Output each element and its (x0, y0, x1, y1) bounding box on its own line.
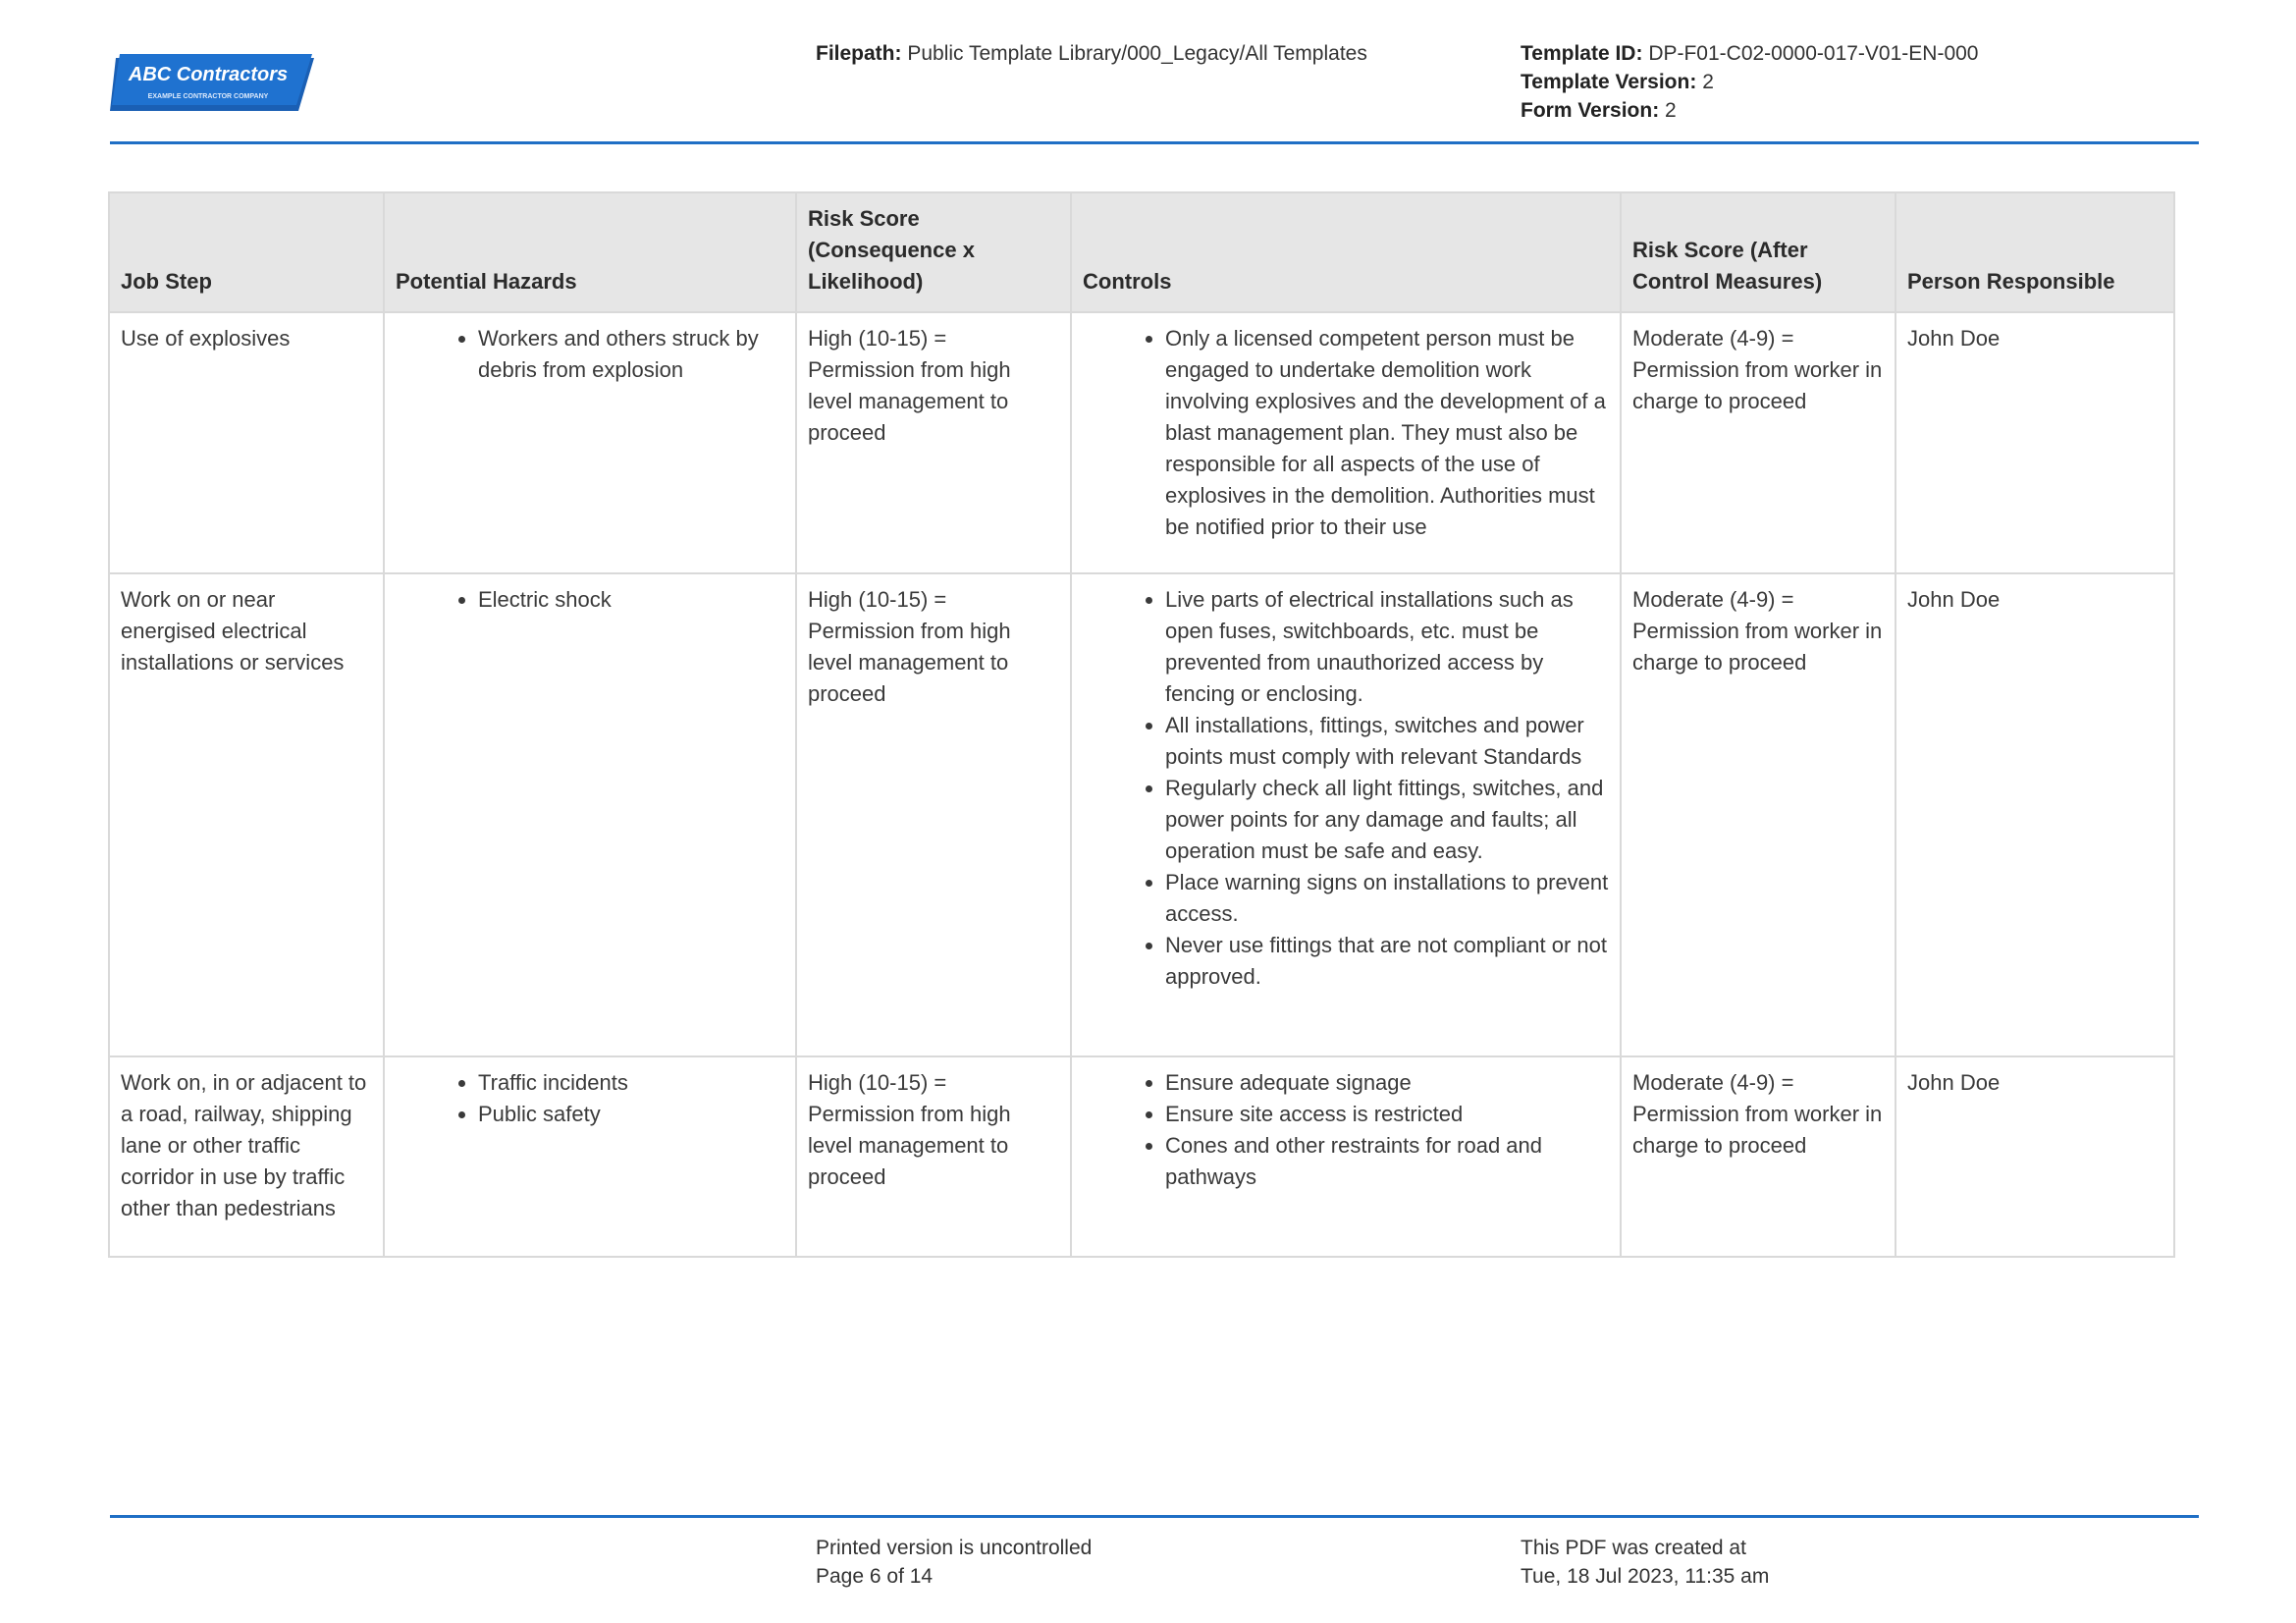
list-item: • Electric shock (478, 584, 784, 616)
footer-left (816, 1534, 1092, 1591)
col-header-risk-score: Risk Score (Consequence x Likelihood) (796, 192, 1071, 312)
created-label: This PDF was created at (1521, 1537, 1746, 1559)
risk-after-cell: Moderate (4-9) = Permission from worker in charge to proceed (1621, 312, 1896, 573)
risk-score-cell: High (10-15) = Permission from high level management to proceed (796, 312, 1071, 573)
page-number: Page 6 of 14 (816, 1565, 934, 1588)
table-row (109, 1056, 2174, 1257)
risk-after-cell: Moderate (4-9) = Permission from worker in charge to proceed (1621, 573, 1896, 1056)
job-step-cell: Use of explosives (109, 312, 384, 573)
uncontrolled-notice: Printed version is uncontrolled (816, 1537, 1093, 1559)
template-id-line (1521, 39, 1978, 68)
controls-list (1083, 584, 1609, 993)
list-item: • Regularly check all light fittings, switches, and power points for any damage and faults; all operation must be safe and easy. (1165, 773, 1609, 867)
template-id-value: DP-F01-C02-0000-017-V01-EN-000 (1648, 42, 1979, 65)
list-item: • Live parts of electrical installations such as open fuses, switchboards, etc. must be prevented from unauthorized access by fencing or enclosing. (1165, 584, 1609, 710)
controls-cell (1071, 573, 1621, 1056)
risk-score-cell: High (10-15) = Permission from high level management to proceed (796, 1056, 1071, 1257)
hazards-list (396, 584, 784, 616)
footer-divider (110, 1515, 2199, 1518)
list-item: • All installations, fittings, switches and power points must comply with relevant Standards (1165, 710, 1609, 773)
template-id-label: Template ID: (1521, 42, 1643, 65)
logo-name: ABC Contractors (128, 64, 289, 85)
col-header-risk-score-after: Risk Score (After Control Measures) (1621, 192, 1896, 312)
person-cell: John Doe (1896, 573, 2174, 1056)
list-item: • Cones and other restraints for road and pathways (1165, 1130, 1609, 1193)
col-header-job-step: Job Step (109, 192, 384, 312)
list-item: • Ensure adequate signage (1165, 1067, 1609, 1099)
form-version-line (1521, 96, 1978, 125)
job-step-cell: Work on, in or adjacent to a road, railway, shipping lane or other traffic corridor in use by traffic other than pedestrians (109, 1056, 384, 1257)
hazards-cell (384, 573, 796, 1056)
company-logo (110, 54, 316, 113)
risk-after-cell: Moderate (4-9) = Permission from worker in charge to proceed (1621, 1056, 1896, 1257)
logo-tagline: EXAMPLE CONTRACTOR COMPANY (147, 93, 269, 100)
hazards-cell (384, 312, 796, 573)
list-item: • Ensure site access is restricted (1165, 1099, 1609, 1130)
col-header-person-responsible: Person Responsible (1896, 192, 2174, 312)
list-item: • Never use fittings that are not compliant or not approved. (1165, 930, 1609, 993)
list-item: • Public safety (478, 1099, 784, 1130)
risk-score-cell: High (10-15) = Permission from high level management to proceed (796, 573, 1071, 1056)
hazards-list (396, 323, 784, 386)
controls-cell (1071, 1056, 1621, 1257)
filepath-block (816, 39, 1367, 68)
header-divider (110, 141, 2199, 144)
controls-cell (1071, 312, 1621, 573)
form-version-value: 2 (1665, 99, 1677, 122)
risk-assessment-table (108, 191, 2175, 1258)
table-row (109, 312, 2174, 573)
controls-list (1083, 323, 1609, 543)
hazards-list (396, 1067, 784, 1130)
list-item: • Workers and others struck by debris from explosion (478, 323, 784, 386)
page-header (0, 0, 2296, 147)
job-step-cell: Work on or near energised electrical installations or services (109, 573, 384, 1056)
person-cell: John Doe (1896, 312, 2174, 573)
footer-right (1521, 1534, 1769, 1591)
table-row (109, 573, 2174, 1056)
template-version-value: 2 (1702, 71, 1714, 93)
col-header-controls: Controls (1071, 192, 1621, 312)
form-version-label: Form Version: (1521, 99, 1660, 122)
hazards-cell (384, 1056, 796, 1257)
template-version-label: Template Version: (1521, 71, 1697, 93)
person-cell: John Doe (1896, 1056, 2174, 1257)
list-item: • Only a licensed competent person must be engaged to undertake demolition work involving explosives and the development of a blast management plan. They must also be responsible for all aspects of the use of explosives in the demolition. Authorities must be notified prior to their use (1165, 323, 1609, 543)
created-timestamp: Tue, 18 Jul 2023, 11:35 am (1521, 1565, 1770, 1588)
template-version-line (1521, 68, 1978, 96)
list-item: • Place warning signs on installations to prevent access. (1165, 867, 1609, 930)
col-header-potential-hazards: Potential Hazards (384, 192, 796, 312)
filepath-label: Filepath: (816, 42, 902, 65)
filepath-value: Public Template Library/000_Legacy/All Templates (907, 42, 1367, 65)
table-header-row (109, 192, 2174, 312)
template-info-block (1521, 39, 1978, 125)
list-item: • Traffic incidents (478, 1067, 784, 1099)
controls-list (1083, 1067, 1609, 1193)
